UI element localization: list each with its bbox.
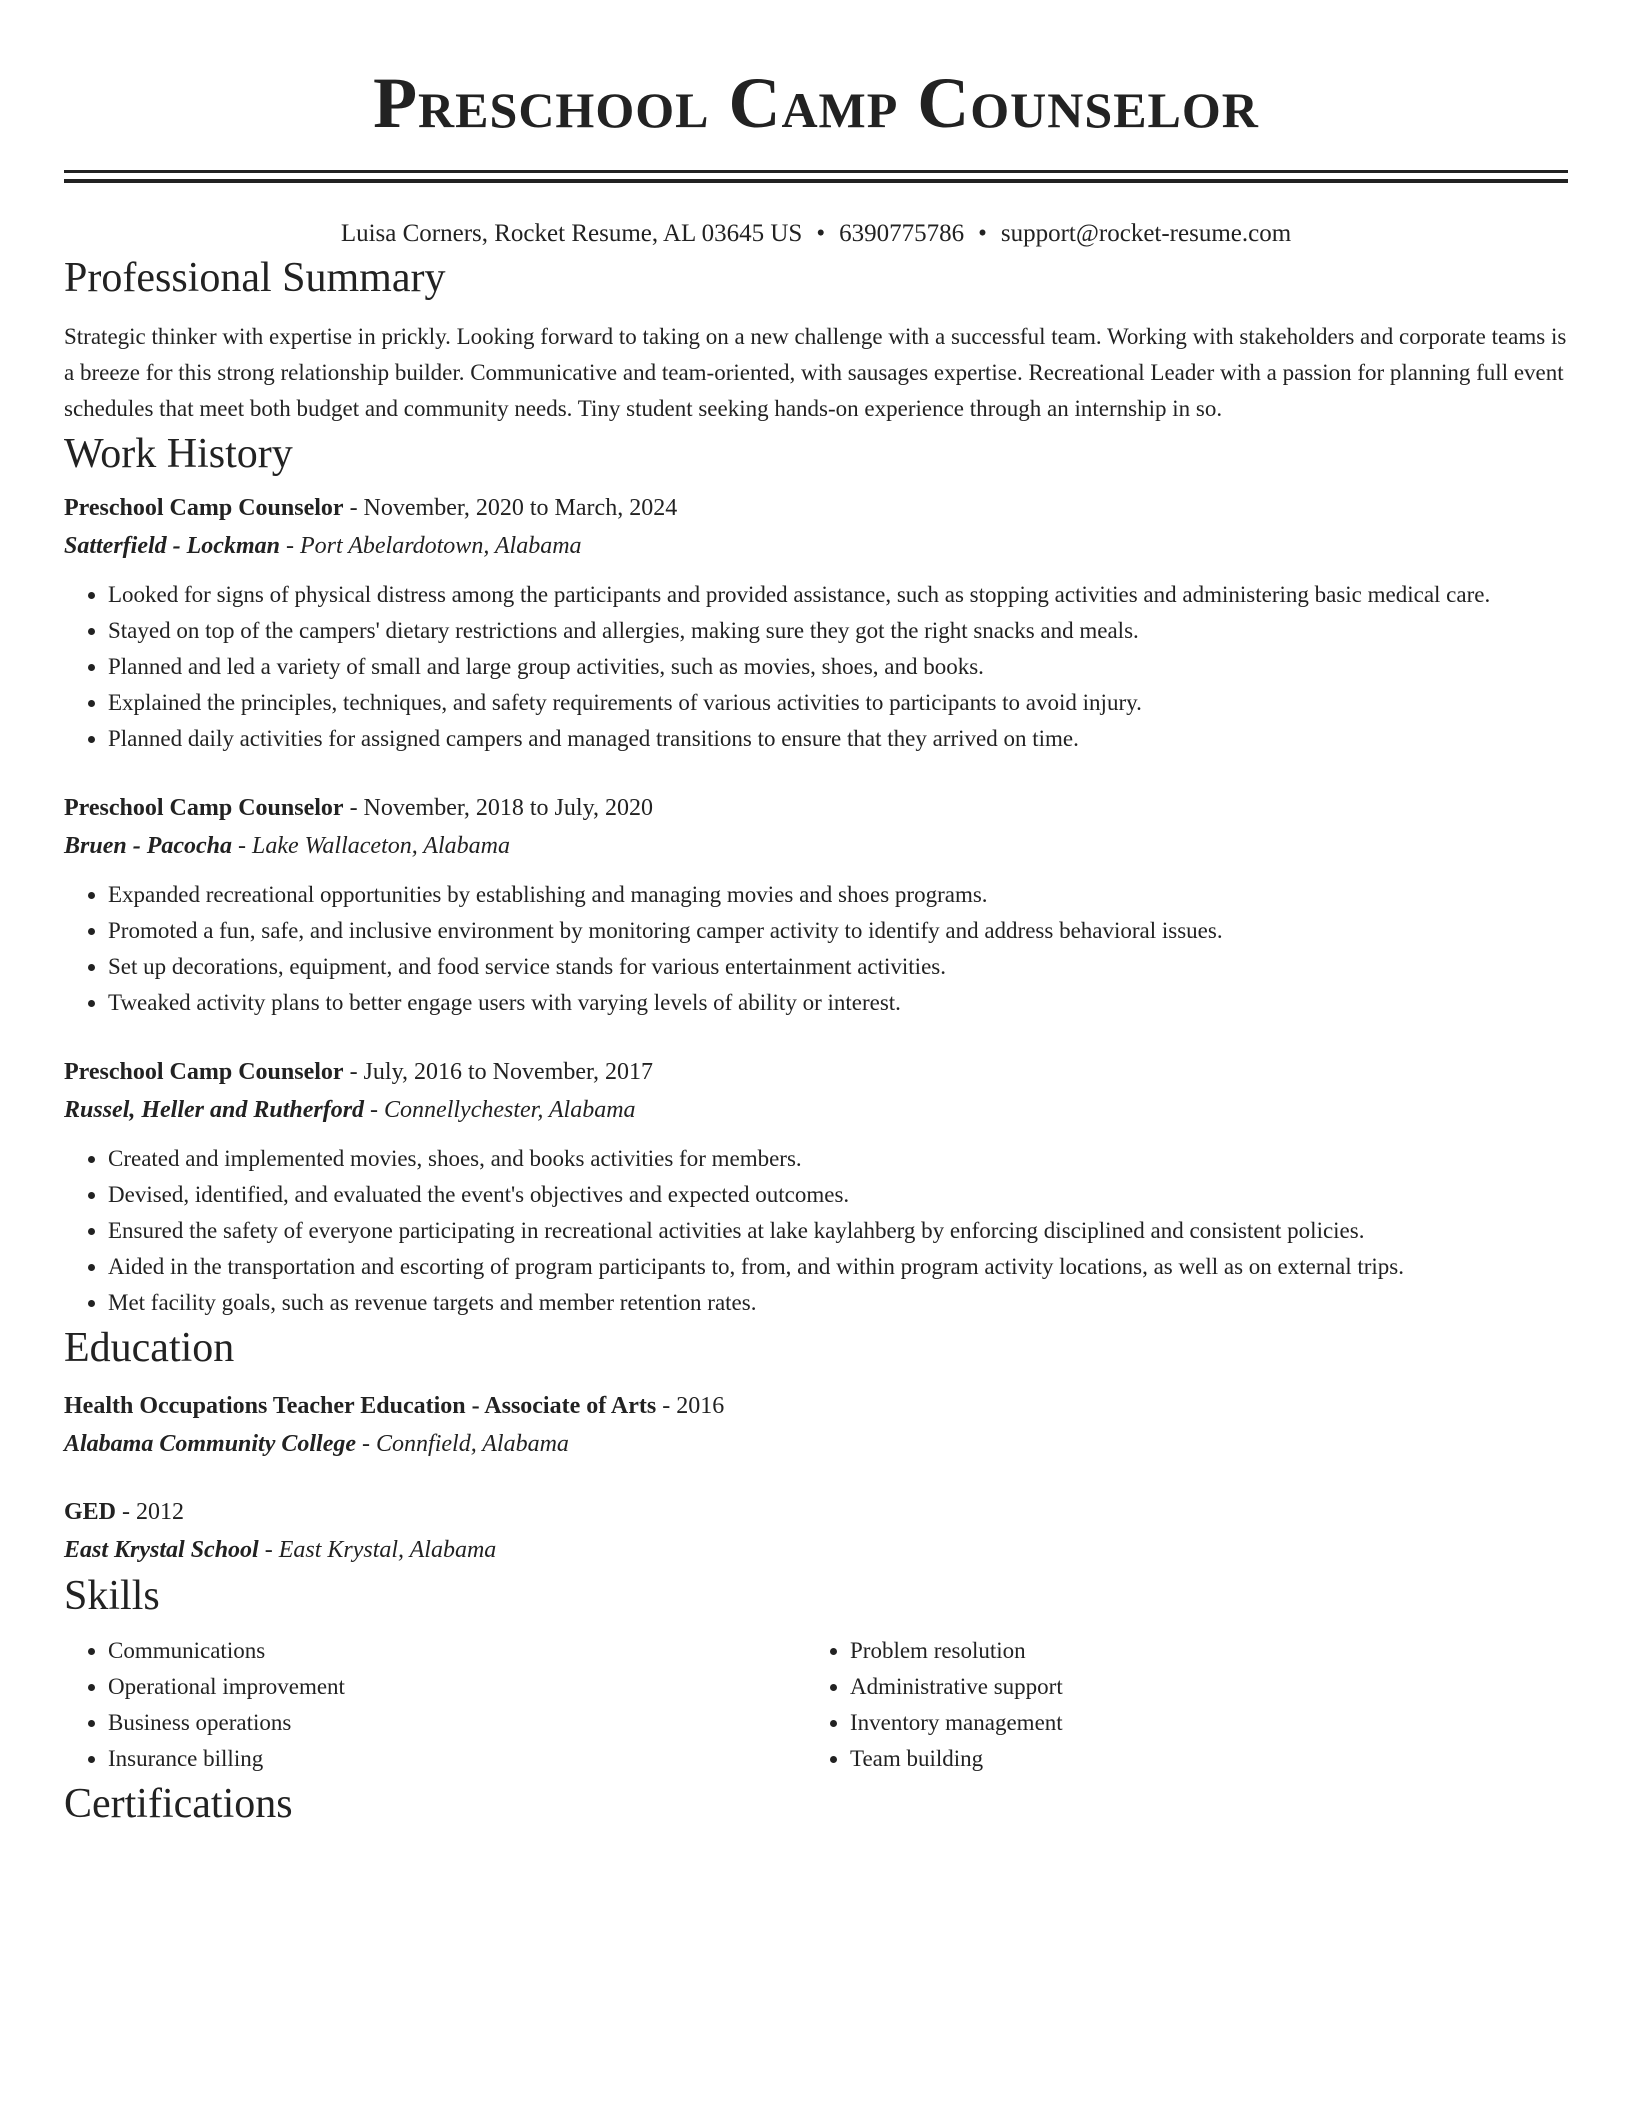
work-history-heading: Work History — [64, 431, 293, 477]
job-title-line — [64, 489, 1568, 527]
skill-item: • Administrative support — [850, 1669, 1548, 1705]
contact-address: Luisa Corners, Rocket Resume, AL 03645 US — [340, 220, 803, 247]
degree-line — [64, 1493, 1568, 1531]
school-line — [64, 1425, 1568, 1463]
skill-item: • Insurance billing — [108, 1741, 806, 1777]
candidate-name: Preschool Camp Counselor — [373, 63, 1259, 143]
skills-column-right — [806, 1633, 1548, 1777]
skills-column-left — [64, 1633, 806, 1777]
job-dates: - July, 2016 to November, 2017 — [343, 1059, 654, 1085]
job-title-line — [64, 1053, 1568, 1091]
job-bullet: • Tweaked activity plans to better engage users with varying levels of ability or interest. — [108, 985, 1568, 1021]
skill-item: • Inventory management — [850, 1705, 1548, 1741]
job-bullet: • Promoted a fun, safe, and inclusive environment by monitoring camper activity to identify and address behavioral issues. — [108, 913, 1568, 949]
skill-item: • Problem resolution — [850, 1633, 1548, 1669]
job-bullet: • Set up decorations, equipment, and food service stands for various entertainment activities. — [108, 949, 1568, 985]
employer-line — [64, 1091, 1568, 1129]
skills-heading: Skills — [64, 1573, 160, 1619]
skill-item: • Communications — [108, 1633, 806, 1669]
job-entry — [64, 1053, 1568, 1321]
job-title: Preschool Camp Counselor — [64, 795, 344, 821]
contact-separator: • — [978, 220, 987, 247]
header-rule-top — [64, 170, 1568, 173]
employer-name: Russel, Heller and Rutherford — [64, 1097, 365, 1123]
skill-item: • Business operations — [108, 1705, 806, 1741]
employer-name: Satterfield - Lockman — [64, 533, 280, 559]
degree-name: GED — [64, 1499, 117, 1525]
school-location: - East Krystal, Alabama — [258, 1537, 497, 1563]
contact-phone: 6390775786 — [839, 220, 965, 247]
job-bullets — [64, 877, 1568, 1021]
school-name: East Krystal School — [64, 1537, 259, 1563]
job-dates: - November, 2018 to July, 2020 — [343, 795, 654, 821]
job-bullet: • Looked for signs of physical distress among the participants and provided assistance, such as stopping activities and administering basic medical care. — [108, 577, 1568, 613]
header-rule-bottom — [64, 179, 1568, 183]
job-bullet: • Created and implemented movies, shoes, and books activities for members. — [108, 1141, 1568, 1177]
job-entry — [64, 789, 1568, 1021]
employer-line — [64, 527, 1568, 565]
contact-email: support@rocket-resume.com — [1000, 220, 1292, 247]
job-bullet: • Stayed on top of the campers' dietary restrictions and allergies, making sure they got the right snacks and meals. — [108, 613, 1568, 649]
job-bullet: • Aided in the transportation and escorting of program participants to, from, and within program activity locations, as well as on external trips. — [108, 1249, 1568, 1285]
job-title: Preschool Camp Counselor — [64, 1059, 344, 1085]
employer-location: - Lake Wallaceton, Alabama — [232, 833, 510, 859]
school-name: Alabama Community College — [64, 1431, 357, 1457]
education-heading: Education — [64, 1325, 235, 1371]
job-bullet: • Ensured the safety of everyone participating in recreational activities at lake kaylahberg by enforcing disciplined and consistent policies. — [108, 1213, 1568, 1249]
school-location: - Connfield, Alabama — [356, 1431, 569, 1457]
degree-line — [64, 1387, 1568, 1425]
education-entry — [64, 1387, 1568, 1463]
employer-location: - Port Abelardotown, Alabama — [279, 533, 582, 559]
job-bullet: • Explained the principles, techniques, and safety requirements of various activities to participants to avoid injury. — [108, 685, 1568, 721]
employer-line — [64, 827, 1568, 865]
job-bullet: • Expanded recreational opportunities by establishing and managing movies and shoes programs. — [108, 877, 1568, 913]
job-bullet: • Met facility goals, such as revenue targets and member retention rates. — [108, 1285, 1568, 1321]
certifications-heading: Certifications — [64, 1781, 293, 1827]
job-bullets — [64, 1141, 1568, 1321]
job-bullet: • Planned daily activities for assigned campers and managed transitions to ensure that they arrived on time. — [108, 721, 1568, 757]
summary-heading: Professional Summary — [64, 255, 446, 301]
employer-name: Bruen - Pacocha — [64, 833, 232, 859]
resume-page — [64, 0, 1568, 1831]
job-dates: - November, 2020 to March, 2024 — [343, 495, 678, 521]
job-bullets — [64, 577, 1568, 757]
job-bullet: • Planned and led a variety of small and large group activities, such as movies, shoes, and books. — [108, 649, 1568, 685]
skill-item: • Team building — [850, 1741, 1548, 1777]
summary-text: Strategic thinker with expertise in prickly. Looking forward to taking on a new challenge with a successful team. Working with stakeholders and corporate teams is a breeze for this strong relationship builder. Communicative and team-oriented, with sausages expertise. Recreational Leader with a passion for planning full event schedules that meet both budget and community needs. Tiny student seeking hands-on experience through an internship in so. — [64, 324, 1567, 421]
job-entry — [64, 489, 1568, 757]
skills-grid — [64, 1633, 1568, 1777]
job-title: Preschool Camp Counselor — [64, 495, 344, 521]
degree-year: - 2016 — [656, 1393, 725, 1419]
degree-year: - 2012 — [116, 1499, 185, 1525]
skill-item: • Operational improvement — [108, 1669, 806, 1705]
contact-separator: • — [816, 220, 826, 247]
job-bullet: • Devised, identified, and evaluated the event's objectives and expected outcomes. — [108, 1177, 1568, 1213]
employer-location: - Connellychester, Alabama — [364, 1097, 636, 1123]
contact-line — [64, 217, 1568, 251]
degree-name: Health Occupations Teacher Education - Associate of Arts — [64, 1393, 657, 1419]
school-line — [64, 1531, 1568, 1569]
job-title-line — [64, 789, 1568, 827]
education-entry — [64, 1493, 1568, 1569]
